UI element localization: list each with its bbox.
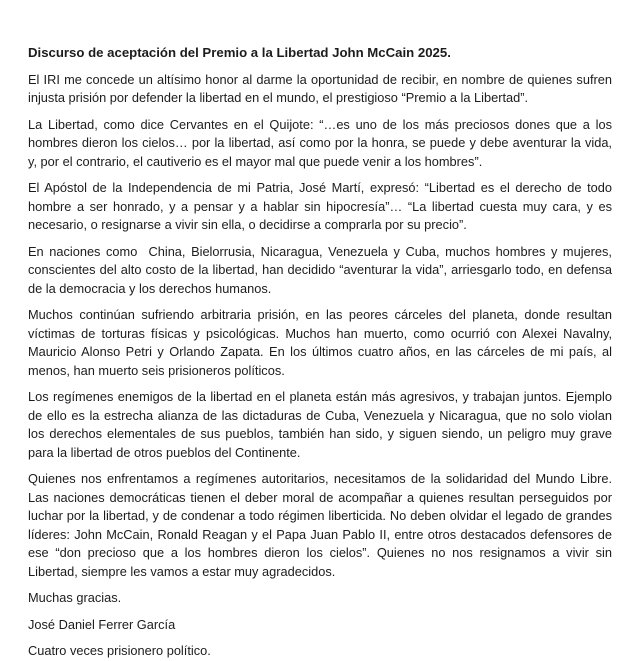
paragraph-iri-honor: El IRI me concede un altísimo honor al darme la oportunidad de recibir, en nombre de quienes sufren injusta prisión por defender la libertad en el mundo, el prestigioso “Premio a la Libertad”.: [28, 71, 616, 105]
paragraph-nations: En naciones como China, Bielorrusia, Nicaragua, Venezuela y Cuba, muchos hombres y mujeres, conscientes del alto costo de la libertad, han decidido “aventurar la vida”, arriesgarlo todo, en defensa de la democracia y los derechos humanos.: [28, 243, 616, 296]
paragraph-prisoners: Muchos continúan sufriendo arbitraria prisión, en las peores cárceles del planeta, donde resultan víctimas de torturas físicas y psicológicas. Muchos han muerto, como ocurrió con Alexei Navalny, Mauricio Alonso Petri y Orlando Zapata. En los últimos cuatro años, en las cárceles de mi país, al menos, han muerto seis prisioneros políticos.: [28, 307, 616, 378]
paragraph-regimes: Los regímenes enemigos de la libertad en el planeta están más agresivos, y trabajan juntos. Ejemplo de ello es la estrecha alianza de las dictaduras de Cuba, Venezuela y Nicaragua, que no solo violan los derechos elementales de sus pueblos, también han sido, y siguen siendo, un peligro muy grave para la libertad de otros pueblos del Continente.: [28, 389, 616, 460]
author-note: Cuatro veces prisionero político.: [28, 643, 211, 658]
paragraph-free-world: Quienes nos enfrentamos a regímenes autoritarios, necesitamos de la solidaridad del Mundo Libre. Las naciones democráticas tienen el deber moral de acompañar a quienes resultan perseguidos por luchar por la libertad, y de condenar a todo régimen liberticida. No deben olvidar el legado de grandes líderes: John McCain, Ronald Reagan y el Papa Juan Pablo II, entre otros destacados defensores de ese “don precioso que a los hombres dieron los cielos”. Quienes no nos resignamos a vivir sin Libertad, siempre les vamos a estar muy agradecidos.: [28, 471, 616, 579]
author-name: José Daniel Ferrer García: [28, 616, 176, 632]
paragraph-cervantes-quote: La Libertad, como dice Cervantes en el Quijote: “…es uno de los más preciosos dones que a los hombres dieron los cielos… por la libertad, así como por la honra, se puede y debe aventurar la vida, y, por el contrario, el cautiverio es el mayor mal que puede venir a los hombres”.: [28, 116, 616, 169]
closing-line: Muchas gracias.: [28, 590, 122, 605]
paragraph-marti-quote: El Apóstol de la Independencia de mi Patria, José Martí, expresó: “Libertad es el derecho de todo hombre a ser honrado, y a pensar y a hablar sin hipocresía”… “La libertad cuesta muy cara, y es necesario, o resignarse a vivir sin ella, o decidirse a comprarla por su precio”.: [28, 180, 616, 232]
document-title: Discurso de aceptación del Premio a la Libertad John McCain 2025.: [28, 45, 451, 60]
